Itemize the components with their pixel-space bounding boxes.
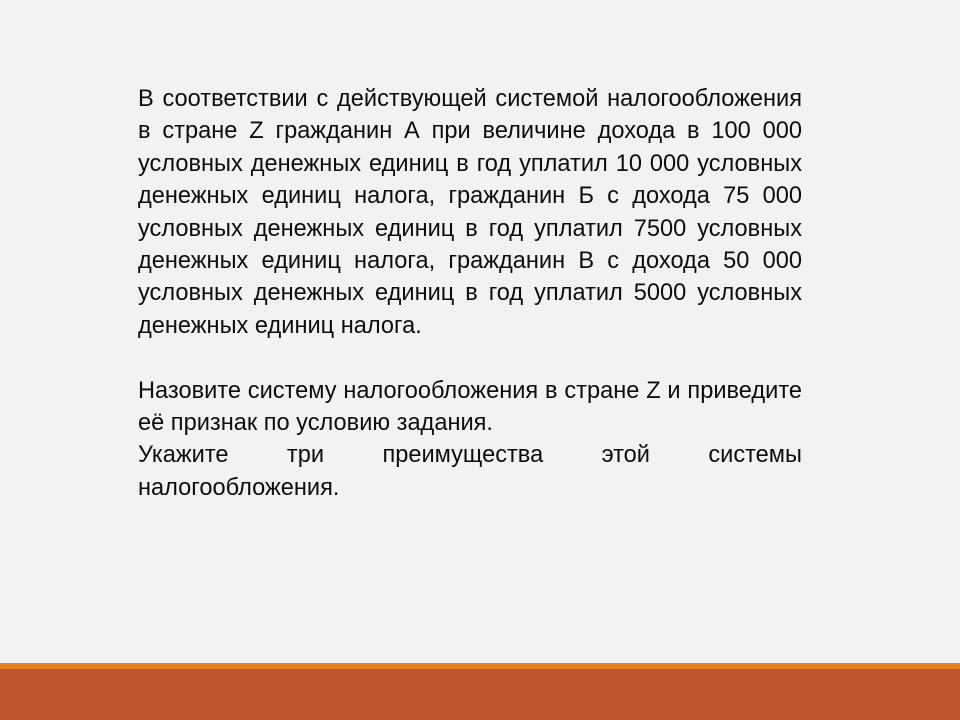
task-question-paragraph: Назовите систему налогообложения в стране Z и приведите её признак по условию задания. — [138, 377, 802, 437]
task-text-block — [138, 83, 802, 504]
footer-bar — [0, 669, 960, 720]
task-instruction-paragraph: Укажите три преимущества этой системы налогообложения. — [138, 442, 802, 501]
task-condition-paragraph: В соответствии с действующей системой налогообложения в стране Z гражданин А при величине дохода в 100 000 условных денежных единиц в год уплатил 10 000 условных денежных единиц налога, гражданин Б с дохода 75 000 условных денежных единиц в год уплатил 7500 условных денежных единиц налога, гражданин В с дохода 50 000 условных денежных единиц в год уплатил 5000 условных денежных единиц налога. — [138, 86, 802, 339]
